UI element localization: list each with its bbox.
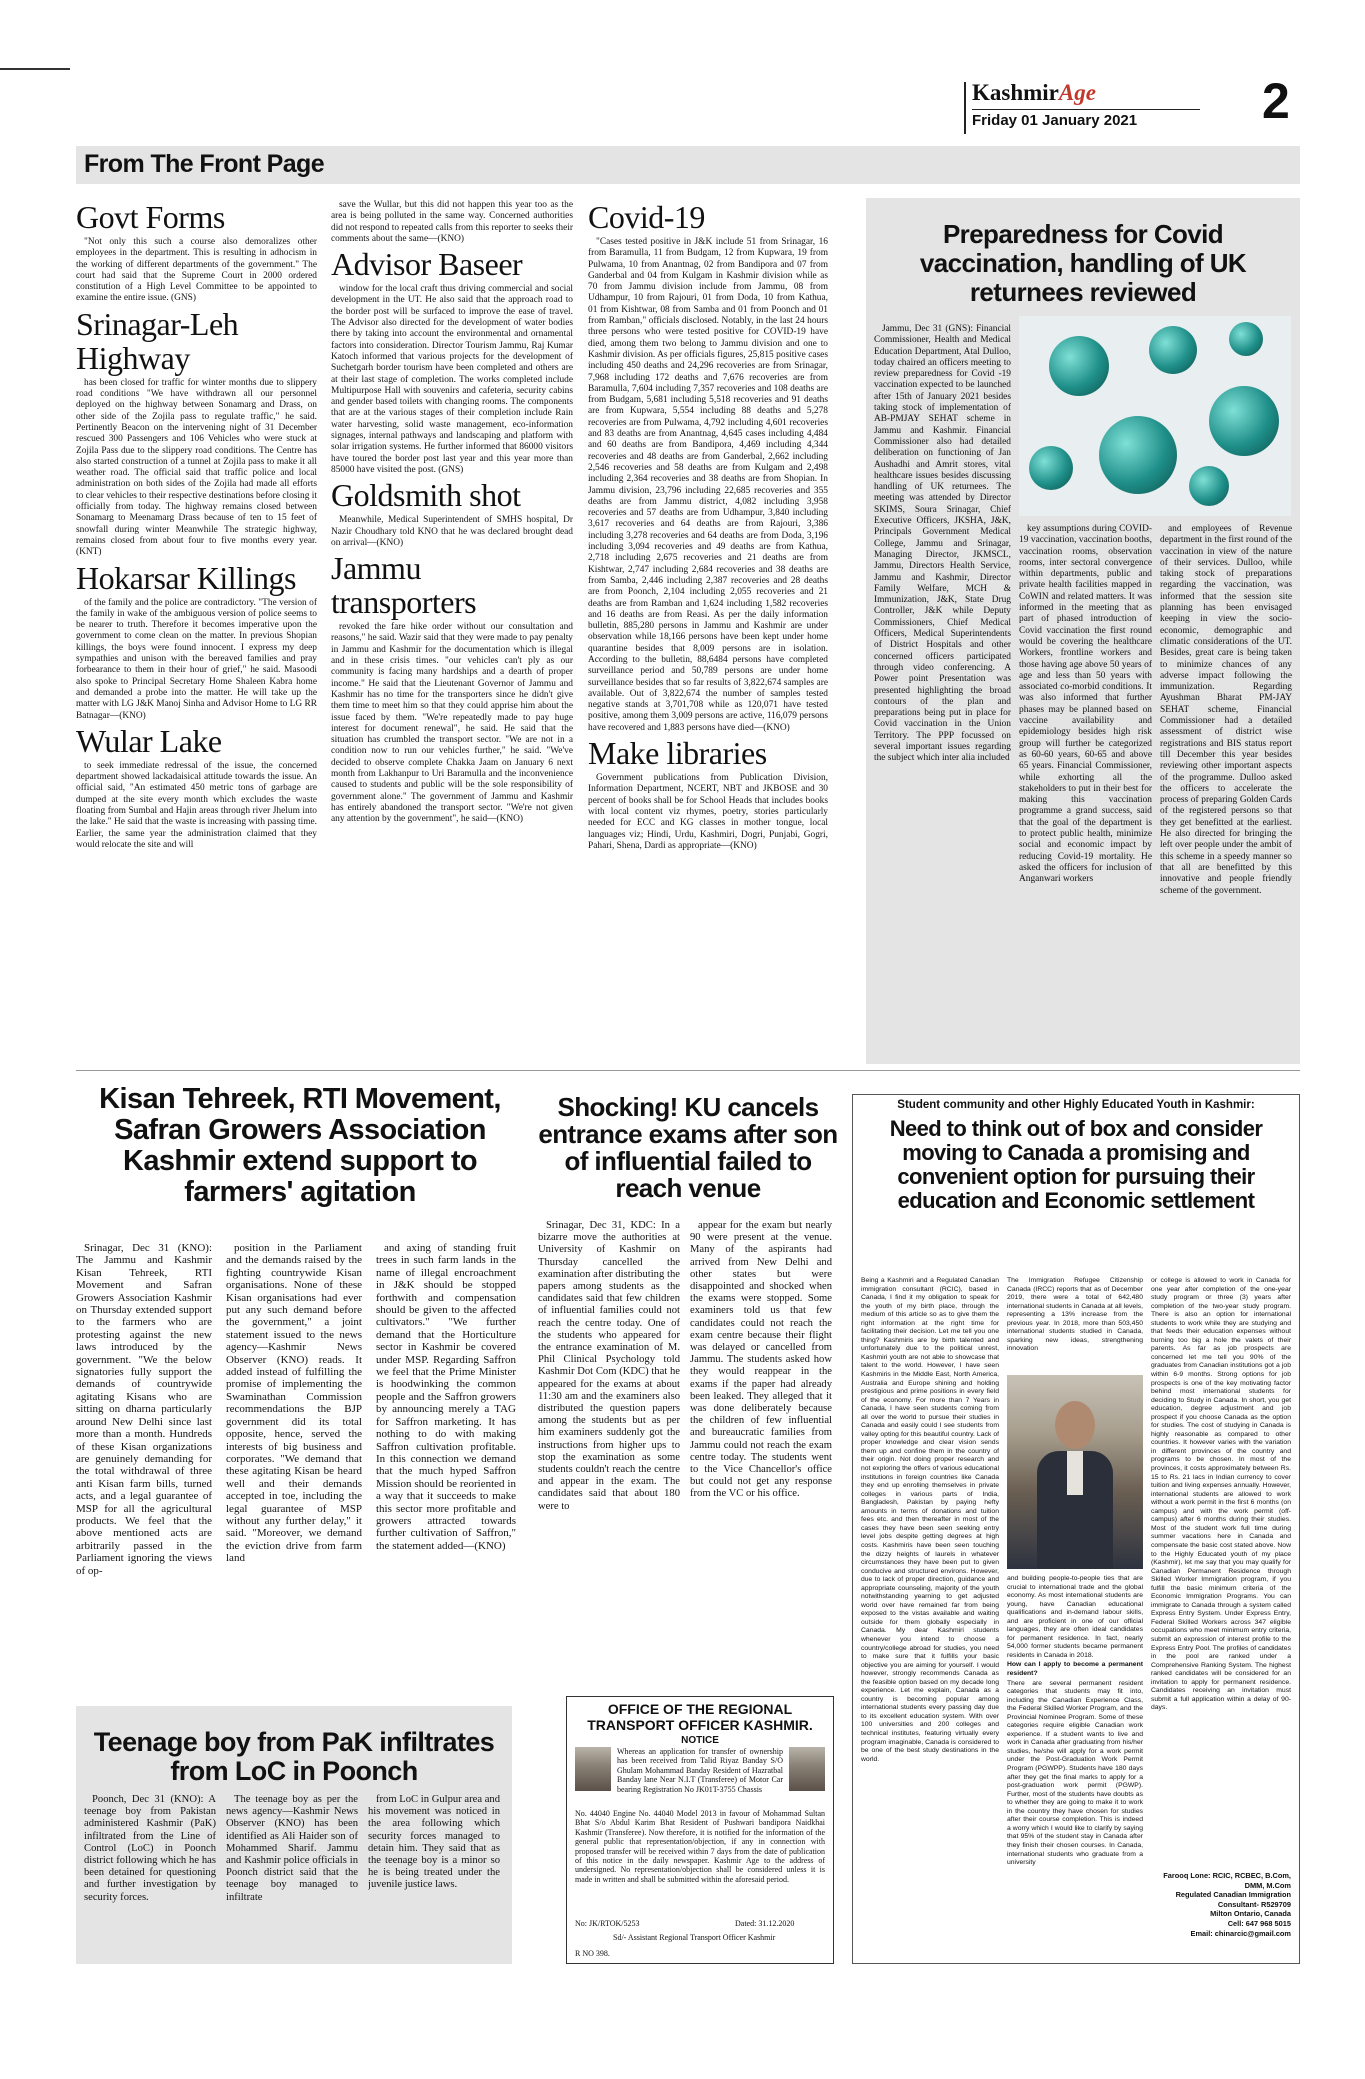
teenage-col-c: from LoC in Gulpur area and his movement was noticed in the area following which security forces managed to detain him. They said that as the teenage boy is a minor so he is being treated under the juvenile justice laws. (368, 1794, 500, 1891)
notice-dated: Dated: 31.12.2020 (735, 1919, 795, 1928)
teenage-col-a: Poonch, Dec 31 (KNO): A teenage boy from Pakistan administered Kashmir (PaK) infiltrated from the Line of Control (LoC) in Poonch district following which he has been detained for questioning and further investigation by security forces. (84, 1794, 216, 1903)
canada-kicker: Student community and other Highly Educated Youth in Kashmir: (897, 1099, 1255, 1111)
canada-col-b-bottom: and building people-to-people ties that are crucial to international trade and the global economy. As most international students are young, have Canadian educational qualifications and in-demand labour skills, and are proficient in one of our official languages, they are often ideal candidates for permanent residence. In fact, nearly 54,000 former students became permanent residents in Canada in 2018. How can I apply to become a permanent resident? There are several permanent resident categories that students may fit into, including the Canadian Experience Class, the Federal Skilled Worker Program, and the Provincial Nominee Program. Some of these categories require eligible Canadian work experience. If a student wants to live and work in Canada after graduating from his/her studies, he/she will apply for a work permit under the Post-Graduation Work Permit Program (PGWPP). Students have 180 days after they get the final marks to apply for a post-graduation work permit (PGWP). Further, most of the students have doubts as to whether they are going to make it to work in the country they have chosen for studies after their course completion. This is indeed a worry which I would like to clarify by saying that 95% of the student stay in Canada after they finish their chosen courses. In Canada, international students who graduate from a university (1007, 1575, 1143, 1867)
page-number: 2 (1262, 73, 1290, 129)
notice-sign: Sd/- Assistant Regional Transport Officer Kashmir (613, 1933, 776, 1942)
vaccination-col-c: and employees of Revenue department in the first round of the vaccination in view of the nature of their services. Dulloo, while taking stock of preparations regarding the vaccination, was informed that the session site planning has been envisaged keeping in view the socio-economic, demographic and climatic considerations of the UT. Besides, great care is being taken to minimize chances of any adverse impact following the immunization. Regarding Ayushman Bharat PM-JAY SEHAT scheme, Financial Commissioner had a detailed assessment of district wise registrations and BIS status report till December this year besides reviewing other important aspects of the programme. Dulloo asked the officers to accelerate the process of preparing Golden Cards of the registered persons so that they get benefitted at the earliest. He also directed for bringing the left over people under the ambit of this scheme in a speedy manner so that all are benefitted by this innovative and people friendly scheme of the government. (1160, 524, 1292, 896)
name-part-2: Age (1058, 80, 1096, 105)
column-2 (331, 200, 573, 1060)
wular-body: to seek immediate redressal of the issue, the concerned department showed lackadaisical attitude towards the issue. An official said, "An estimated 450 metric tons of garbage are dumped at the site every month which excludes the waste floating from Sumbal and Hajin areas through river Jhelum into the lake." He said that the waste is increasing with passing time. Earlier, the same year the administration claimed that they would relocate the site and will (76, 760, 317, 850)
jammu-heading: Jammu transporters (331, 550, 477, 621)
canada-heading: Need to think out of box and consider moving to Canada a promising and convenient option for pursuing their education and Economic settlement (889, 1116, 1263, 1213)
jammu-body: revoked the fare hike order without our consultation and reasons," he said. Wazir said that they were made to pay penalty in Jammu and Kashmir for the documentation which is illegal and in these crisis times. "our vehicles can't ply as our community is facing many hardships and a dearth of proper income." He said that the Lieutenant Governor of Jammu and Kashmir has no time for the transporters since he didn't give them time to meet him so that they could apprise him about the issue faced by them. "We're repeatedly made to pay huge interest for document renewal", he said. He said that the situation has crumbled the transport sector. "We are not in a condition now to run our vehicles further," he said. "We've decided to observe complete Chakka Jaam on January 6 next month from Lakhanpur to Uri Baramulla and the inconvenience caused to students and public will be the sole responsibility of government alone." The government of Jammu and Kashmir has entirely abandoned the transport sector. "We're not given any attention by the government", he said—(KNO) (331, 622, 573, 825)
srinagar-leh-heading: Srinagar-Leh Highway (76, 305, 239, 376)
covid-heading: Covid-19 (588, 199, 705, 235)
kisan-article (76, 1084, 524, 1704)
hokarsar-body: of the family and the police are contradictory. "The version of the family in wake of the ambiguous version of police seems to be nearer to truth. Therefore it becomes imperative upon the government to come clean on the matter. In previous Shopian killings, the boys were found innocent. I express my deep sympathies and unison with the bereaved families and pray forbearance to them in their hour of grief," he said. Masoodi also spoke to Principal Secretary Home Shaleen Kabra home and demanded a probe into the matter. He will take up the matter with LG J&K Manoj Sinha and Advisor Home to LG RR Batnagar—(KNO) (76, 597, 317, 721)
notice-ref: No: JK/RTOK/5253 (575, 1919, 640, 1928)
govt-forms-heading: Govt Forms (76, 199, 225, 235)
teenage-heading: Teenage boy from PaK infiltrates from LoC in Poonch (93, 1727, 495, 1786)
vaccination-box (866, 198, 1300, 1064)
goldsmith-heading: Goldsmith shot (331, 477, 521, 514)
vaccination-col-a: Jammu, Dec 31 (GNS): Financial Commissioner, Health and Medical Education Department, Atal Dulloo, today chaired an officers meeting to review preparedness for Covid -19 vaccination expected to be launched after 15th of January 2021 besides taking stock of implementation of AB-PMJAY SEHAT scheme in Jammu and Kashmir. Financial Commissioner also had detailed deliberation on functioning of Jan Aushadhi and Amrit stores, vital healthcare issues besides discussing handling of UK returnees. The meeting was attended by Director SKIMS, Soura Srinagar, Chief Executive Officers, JKSHA, J&K, Principals Government Medical College, Jammu and Srinagar, Managing Director, JKMSCL, Jammu, Directors Health Service, Jammu and Kashmir, Director Family Welfare, MCH & Immunization, J&K, State Drug Controller, J&K while Deputy Commissioners, Chief Medical Officers, Medical Superintendents of District Hospitals and other concerned officers participated through video conferencing. A Power point Presentation was presented highlighting the broad contours of the plan and preparations being put in place for Covid vaccination in the Union Territory. The PPP focussed on several important issues regarding the subject which inter alia included (874, 324, 1011, 764)
make-libraries-heading: Make libraries (588, 735, 767, 772)
notice-rno: R NO 398. (575, 1949, 610, 1958)
vaccination-heading: Preparedness for Covid vaccination, handling of UK returnees reviewed (919, 219, 1247, 307)
make-libraries-body: Government publications from Publication Division, Information Department, NCERT, NBT and JKBOSE and 30 percent of books shall be for School Heads that includes books with local content viz rhymes, poetry, stories particularly needed for ECC and KG classes in mother tongue, local languages viz; Hindi, Urdu, Kashmiri, Dogri, Punjabi, Gogri, Pahari, Shena, Dardi as appropriate—(KNO) (588, 773, 828, 851)
ku-article (538, 1094, 838, 1674)
srinagar-leh-body: has been closed for traffic for winter months due to slippery road conditions "We have withdrawn all our personnel deployed on the highway between Sonamarg and Drass, on other side of the Zojila pass to regulate traffic," he said. Pertinently Beacon on the intervening night of 31 December rescued 300 Passengers and 106 Vehicles who were stuck at Zojila Pass due to the slippery road conditions. The Centre has also started construction of a tunnel at Zojila pass to make it all weather road. The official said that traffic police and local administration on both sides of the Zojila had made all efforts to clear vehicles to their respective destinations before closing it officially from today. The highway remains closed between Sonamarg to Meenamarg Drass because of ten to 15 feet of snowfall during winter Meanwhile The strategic highway, remains closed from about four to five months every year. (KNT) (76, 377, 317, 558)
issue-date: Friday 01 January 2021 (972, 112, 1138, 129)
ku-heading: Shocking! KU cancels entrance exams after son of influential failed to reach venue (538, 1092, 838, 1203)
kisan-heading: Kisan Tehreek, RTI Movement, Safran Growers Association Kashmir extend support to farmers' agitation (99, 1083, 501, 1208)
wular-heading: Wular Lake (76, 722, 222, 759)
notice-title: NOTICE (681, 1735, 719, 1746)
canada-subheading: How can I apply to become a permanent resident? (1007, 1661, 1143, 1678)
hokarsar-heading: Hokarsar Killings (76, 559, 296, 596)
advisor-body: window for the local craft thus driving commercial and social development in the UT. He also said that the approach road to the border post will be surfaced to improve the ease of travel. The Advisor also directed for the development of water bodies there by taking into account the environmental and ornamental factors into consideration. Director Tourism Jammu, Raj Kumar Katoch informed that various projects for the development of Suchetgarh border tourism have been completed and others are at their last stage of completion. The works completed include Multipurpose Hall with souvenirs and cafeteria, security cabins and gender based toilets with changing rooms. The components that are at the various stages of their completion include Rain water harvesting, solid waste management, eco-information signages, internal pathways and landscaping and platform with solar irrigation systems. He further informed that 86000 visitors have toured the border post last year and this year more than 85000 have visited the post. (GNS) (331, 284, 573, 475)
advisor-heading: Advisor Baseer (331, 246, 523, 283)
govt-forms-body: "Not only this such a course also demoralizes other employees in the department. This is resulting in adhocism in the working of different departments of the government." The court had said that the Supreme Court in 2000 ordered constitution of a High Level Committee to be appointed to examine the entire issue. (GNS) (76, 237, 317, 304)
kisan-col-c: and axing of standing fruit trees in such farm lands in the name of illegal encroachment in J&K should be stopped forthwith and compensation should be given to the affected cultivators." "We further demand that the Horticulture sector in Kashmir be covered under MSP. Regarding Saffron we feel that the Prime Minister is hoodwinking the common people and the Saffron growers by announcing merely a TAG for Saffron marketing. It has nothing to do with making Saffron cultivation profitable. In this connection we demand that the much hyped Saffron Mission should be reoriented in a way that it succeeds to make this sector more profitable and growers attracted towards further cultivation of Saffron," the statement added—(KNO) (376, 1242, 516, 1552)
canada-col-a: Being a Kashmiri and a Regulated Canadian immigration consultant (RCIC), based in Canada, I find it my obligation to speak for the youth of my birth place, through the medium of this article so as to give them the right information at the right time for facilitating their decision. Let me tell you one thing? Kashmiris are by birth talented and unfortunately due to the political unrest, Kashmiri youth are not able to showcase that talent to the world. However, I have seen Kashmiris in the Middle East, North America, Australia and Europe shining and holding prestigious and prime positions in every field of the economy. For more than 7 Years in Canada, I have seen students coming from all over the world to pursue their studies in Canada and easily could I see students from valley opting for this beautiful country. Lack of proper knowledge and clear vision sends them up and confine them in the country of their origin. Not doing proper research and not exploring the offers of various educational institutions in foreign countries like Canada they end up enrolling themselves in private colleges in various parts of India, Bangladesh, Pakistan by paying hefty amounts in terms of donations and tuition fees etc. and then thereafter in most of the cases they have been seen seeking entry level jobs despite getting degrees at high costs. Kashmiris have been seen touching the dizzy heights of laurels in whatever circumstances they have been put to given conducive and structured environs. However, due to lack of proper direction, guidance and appropriate counseling, majority of the youth notwithstanding yearning to get adjusted world over have remained far from being exposed to the vistas available and waiting outside for them globally especially in Canada. My dear Kashmiri students whenever you intend to choose a country/college abroad for studies, you need to make sure that it fulfills your basic objective you are aiming for yourself. I would however, strongly recommends Canada as the feasible option based on my decade long experience. Let me explain, Canada as a country is becoming popular among international students every passing day due to its excellent education system. With over 100 universities and 200 colleges and technical institutes, featuring virtually every program imaginable, Canada is considered to be one of the best study destinations in the world. (861, 1277, 999, 1763)
notice-photo-left (575, 1747, 611, 1791)
notice-body-top: Whereas an application for transfer of ownership has been received from Talid Riyaz Banday S/O Ghulam Mohammad Banday Resident of Hazratbal Banday lane Near N.I.T (Transferee) of Motor Car bearing Registration No JK01T-3755 Chassis (617, 1747, 783, 1794)
canada-col-c: or college is allowed to work in Canada for one year after completion of the one-year study program or three (3) years after completion of the two-year study program. There is also an option for international students to work while they are studying and that feeds their education expenses without burning too big a hole the valets of their parents. As far as job prospects are concerned let me tell you 90% of the graduates from Canadian institutions got a job within 6-9 months. Strong options for job prospects is one of the key motivating factor behind most international students for deciding to Study in Canada. In short, you get education, degree adjustment and job prospect if you choose Canada as the option for studies. The cost of studying in Canada is highly reasonable as compared to other countries. It however varies with the variation in different provinces of the country and programs to be chosen. In most of the provinces, it costs approximately between Rs. 15 to Rs. 21 lacs in Indian currency to cover tuition and living expenses annually. However, international students are allowed to work without a work permit in the first 6 months (on campus) and with the work permit (off-campus) after 6 months during their studies. Most of the student work full time during summer vacations here in Canada and compensate the basic cost stated above. Now to the Highly Educated youth of my place (Kashmir), let me say that you may qualify for Canadian Permanent Residence through Skilled Worker Immigration program, if you fulfill the basic minimum criteria of the Economic Immigration Programs. You can immigrate to Canada through a system called Express Entry System. Under Express Entry, Federal Skilled Workers across 347 eligible occupations who meet minimum entry criteria, submit an expression of interest profile to the Express Entry Pool. The profiles of candidates in the pool are ranked under a Comprehensive Ranking System. The highest ranked candidates will be considered for an invitation to apply for permanent residence. Candidates receiving an invitation must submit a full application within a delay of 90-days. (1151, 1277, 1291, 1712)
notice-photo-right (789, 1747, 825, 1791)
ku-col-b: appear for the exam but nearly 90 were present at the venue. Many of the aspirants had arrived from New Delhi and other states but were disappointed and shocked when the exams were stopped. Some examiners told us that few candidates could not reach the exam centre because their flight was delayed or cancelled from Jammu. The students asked how they would reappear in the exams if the paper had already been leaked. They alleged that it was done deliberately because the children of few influential and bureaucratic families from Jammu could not reach the exam centre today. The students went to the Vice Chancellor's office but could not get any response from the VC or his office. (690, 1220, 832, 1500)
teenage-box (76, 1706, 512, 1964)
covid-body: "Cases tested positive in J&K include 51 from Srinagar, 16 from Baramulla, 11 from Budgam, 12 from Kupwara, 19 from Pulwama, 10 from Anantnag, 02 from Bandipora and 07 from Ganderbal and 04 from Kulgam in Kashmir division while as 70 from Jammu division include from Jammu, 08 from Udhampur, 10 from Rajouri, 01 from Doda, 10 from Kathua, 01 from Kishtwar, 08 from Samba and 01 from Poonch and 01 from Ramban," officials disclosed. Notably, in the last 24 hours three persons who were tested positive for COVID-19 have died, among them two belong to Jammu division and one to Kashmir division. As per officials figures, 25,815 positive cases including 450 deaths and 24,296 recoveries are from Srinagar, 7,968 including 172 deaths and 7,676 recoveries are from Baramulla, 7,604 including 7,357 recoveries and 108 deaths are from Budgam, 5,681 including 5,518 recoveries and 91 deaths are from Kupwara, 5,554 including 88 deaths and 5,278 recoveries are from Pulwama, 4,792 including 4,601 recoveries and 83 deaths are from Anantnag, 4,645 cases including 4,484 and 60 deaths are from Bandipora, 4,469 including 4,344 recoveries and 48 deaths are from Ganderbal, 2,662 including 2,546 recoveries and 58 deaths are from Kulgam and 2,498 including 2,364 recoveries and 38 deaths are from Shopian. In Jammu division, 23,796 including 22,685 recoveries and 355 deaths are from Jammu district, 4,082 including 3,958 recoveries and 57 deaths are from Udhampur, 3,840 including 3,617 recoveries and 64 deaths are from Rajouri, 3,386 including 3,278 recoveries and 64 deaths are from Doda, 3,196 including 3,094 recoveries and 49 deaths are from Kathua, 2,718 including 2,675 recoveries and 21 deaths are from Kishtwar, 2,747 including 2,684 recoveries and 38 deaths are from Samba, 2,446 including 2,387 recoveries and 28 deaths are from Poonch, 2,104 including 2,055 recoveries and 21 deaths are from Ramban and 1,624 including 1,582 recoveries and 16 deaths are from Reasi. As per the daily information bulletin, 885,280 persons in Jammu and Kashmir are under observation while 18,166 persons have been kept under home quarantine besides that 8,009 persons are in isolation. According to the bulletin, 88,6484 persons have completed surveillance period and 50,789 persons are under home surveillance besides that so far results of 3,822,674 samples are available. Out of 3,822,674 the number of samples tested negative stands at 3,701,708 while as 120,071 have tested positive, among them 3,009 persons are active, 116,079 persons have recovered and 1,883 persons have died—(KNO) (588, 237, 828, 733)
kisan-col-b: position in the Parliament and the demands raised by the fighting countrywide Kisan organisations. None of these Kisan organisations had ever put any such demand before the government," a joint statement issued to the news agency—Kashmir News Observer (KNO) reads. It added instead of fulfilling the promise of implementing the Swaminathan Commission recommendations the BJP government did its total opposite, hence, served the interests of big business and corporates. "We demand that these agitating Kisan be heard well and their demands accepted in toe, including the legal guarantee of MSP without any further delay," it said. "Moreover, we demand the eviction drive from farm land (226, 1242, 362, 1565)
column-3 (588, 198, 828, 1060)
kisan-col-a: Srinagar, Dec 31 (KNO): The Jammu and Kashmir Kisan Tehreek, RTI Movement and Safran Growers Association Kashmir on Thursday extended support to the farmers who are protesting against the new laws introduced by the government. "We the below signatories fully support the demands of countrywide agitating Kisans who are sitting on dharna particularly around New Delhi since last more than a month. Hundreds of these Kisan organizations are genuinely demanding for the total withdrawal of three anti Kisan farm bills, turned acts, and a legal guarantee of MSP for all the agricultural products. We feel that the above mentioned acts are arbitrarily passed in the Parliament ignoring the views of op- (76, 1242, 212, 1577)
goldsmith-body: Meanwhile, Medical Superintendent of SMHS hospital, Dr Nazir Choudhary told KNO that he was declared brought dead on arrival—(KNO) (331, 515, 573, 548)
virus-image (1019, 316, 1291, 516)
canada-article (852, 1094, 1300, 1964)
section-title-bar (76, 146, 1300, 184)
newspaper-name (972, 80, 1096, 106)
consultant-photo (1007, 1375, 1143, 1569)
notice-office: OFFICE OF THE REGIONAL TRANSPORT OFFICER KASHMIR. (587, 1701, 813, 1733)
ku-col-a: Srinagar, Dec 31, KDC: In a bizarre move the authorities at University of Kashmir on Thursday cancelled the examination after distributing the papers among students as the candidates said that few children of influential families could not reach the centre today. One of the students who appeared for the entrance examination of M. Phil Clinical Psychology told Kashmir Dot Com (KDC) that he appeared for the exams at about 11:30 am and the examiners also distributed the question papers among the students but as per him examiners suddenly got the instructions from higher ups to stop the examination as some students couldn't reach the centre and appear in the exam. The candidates said that about 180 were to (538, 1220, 680, 1512)
canada-col-b-top: The Immigration Refugee Citizenship Canada (IRCC) reports that as of December 2019, there were a total of 642,480 international students in Canada at all levels, representing a 13% increase from the previous year. In 2018, more than 503,450 international students studied in Canada, sparking new ideas, strengthening innovation (1007, 1277, 1143, 1353)
canada-signature: Farooq Lone: RCIC, RCBEC, B.Com, DMM, M.Com Regulated Canadian Immigration Consultant- R529709 Milton Ontario, Canada Cell: 647 968 5015 Email: chinarcic@gmail.com (1163, 1871, 1291, 1938)
column-1 (76, 198, 317, 1060)
vaccination-col-b: key assumptions during COVID-19 vaccination, vaccination booths, vaccination rooms, observation rooms, inter sectoral convergence within departments, public and private health facilities mapped in CoWIN and related matters. It was informed in the meeting that as part of phased introduction of Covid vaccination the first round would be covering the healthcare Workers, frontline workers and those having age above 50 years of age and less than 50 years with associated co-morbid conditions. It was also informed that further phases may be planned based on vaccine availability and epidemiology besides high risk group will further be categorized as 60-60 years, 60-65 and above 65 years. Financial Commissioner, while exhorting all the stakeholders to put in their best for making this vaccination programme a grand success, said that the goal of the department is to protect public health, minimize social and economic impact by reducing Covid-19 mortality. He asked the officers for inclusion of Anganwari workers (1019, 524, 1152, 885)
notice-body-bottom: No. 44040 Engine No. 44040 Model 2013 in favour of Mohammad Sultan Bhat S/o Abdul Karim Bhat Resident of Pushwari bandipora Naidkhai Kashmir (Transferee). Now therefore, it is notified for the information of the general public that representation/objection, if any in connection with proposed transfer will be received within 7 days from the date of publication of this notice in the daily newspaper. Kashmir Age to the address of undersigned. No representation/objection shall be considered unless it is made in written and shall be submitted within the aforesaid period. (575, 1809, 825, 1884)
rto-notice (566, 1696, 834, 1964)
wular-continued: save the Wullar, but this did not happen this year too as the area is being polluted in the same way. Concerned authorities did not respond to repeated calls from this reporter to seeks their comments about the same—(KNO) (331, 200, 573, 244)
teenage-col-b: The teenage boy as per the news agency—Kashmir News Observer (KNO) has been identified as Ali Haider son of Mohammed Sharif. Jammu and Kashmir police officials in Poonch district said that the teenage boy managed to infiltrate (226, 1794, 358, 1903)
masthead (964, 73, 1324, 138)
section-title: From The Front Page (84, 150, 325, 178)
name-part-1: Kashmir (972, 80, 1059, 105)
